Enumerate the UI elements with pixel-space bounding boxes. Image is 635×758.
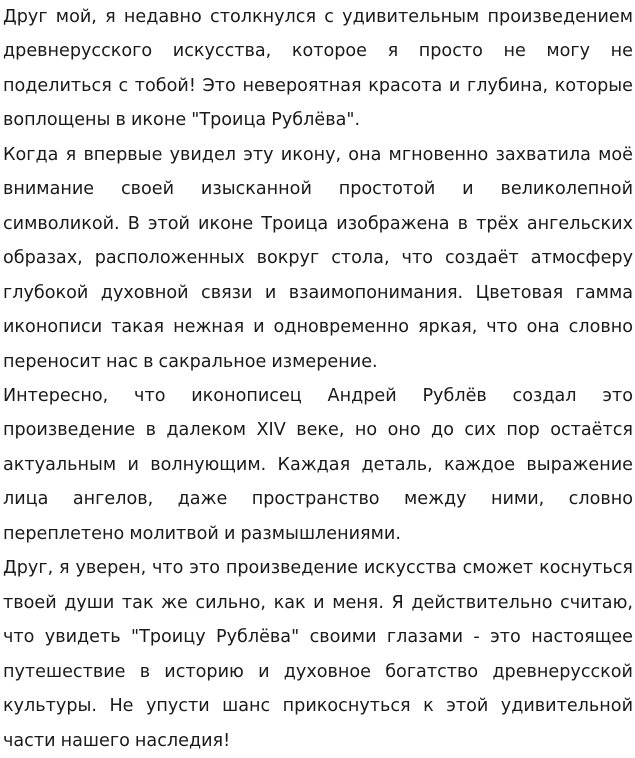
paragraph-conclusion: Друг, я уверен, что это произведение искусства сможет коснуться твоей души так же сильно, как и меня. Я действительно считаю, что увидеть "Троицу Рублёва" своими глазами - это настоящее путешествие в историю и духовное богатство древнерусской культуры. Не упусти шанс прикоснуться к этой удивительной части нашего наследия! <box>3 558 633 751</box>
paragraph-first-impression: Когда я впервые увидел эту икону, она мгновенно захватила моё внимание своей изысканной простотой и великолепной символикой. В этой иконе Троица изображена в трёх ангельских образах, расположенных вокруг стола, что создаёт атмосферу глубокой духовной связи и взаимопонимания. Цветовая гамма иконописи такая нежная и одновременно яркая, что она словно переносит нас в сакральное измерение. <box>3 144 633 372</box>
paragraph-intro: Друг мой, я недавно столкнулся с удивительным произведением древнерусского искусства, которое я просто не могу не поделиться с тобой! Это невероятная красота и глубина, которые воплощены в иконе "Троица Рублёва". <box>3 7 633 131</box>
paragraph-history: Интересно, что иконописец Андрей Рублёв создал это произведение в далеком XIV веке, но оно до сих пор остаётся актуальным и волнующим. Каждая деталь, каждое выражение лица ангелов, даже пространство между ними, словно переплетено молитвой и размышлениями. <box>3 385 633 544</box>
